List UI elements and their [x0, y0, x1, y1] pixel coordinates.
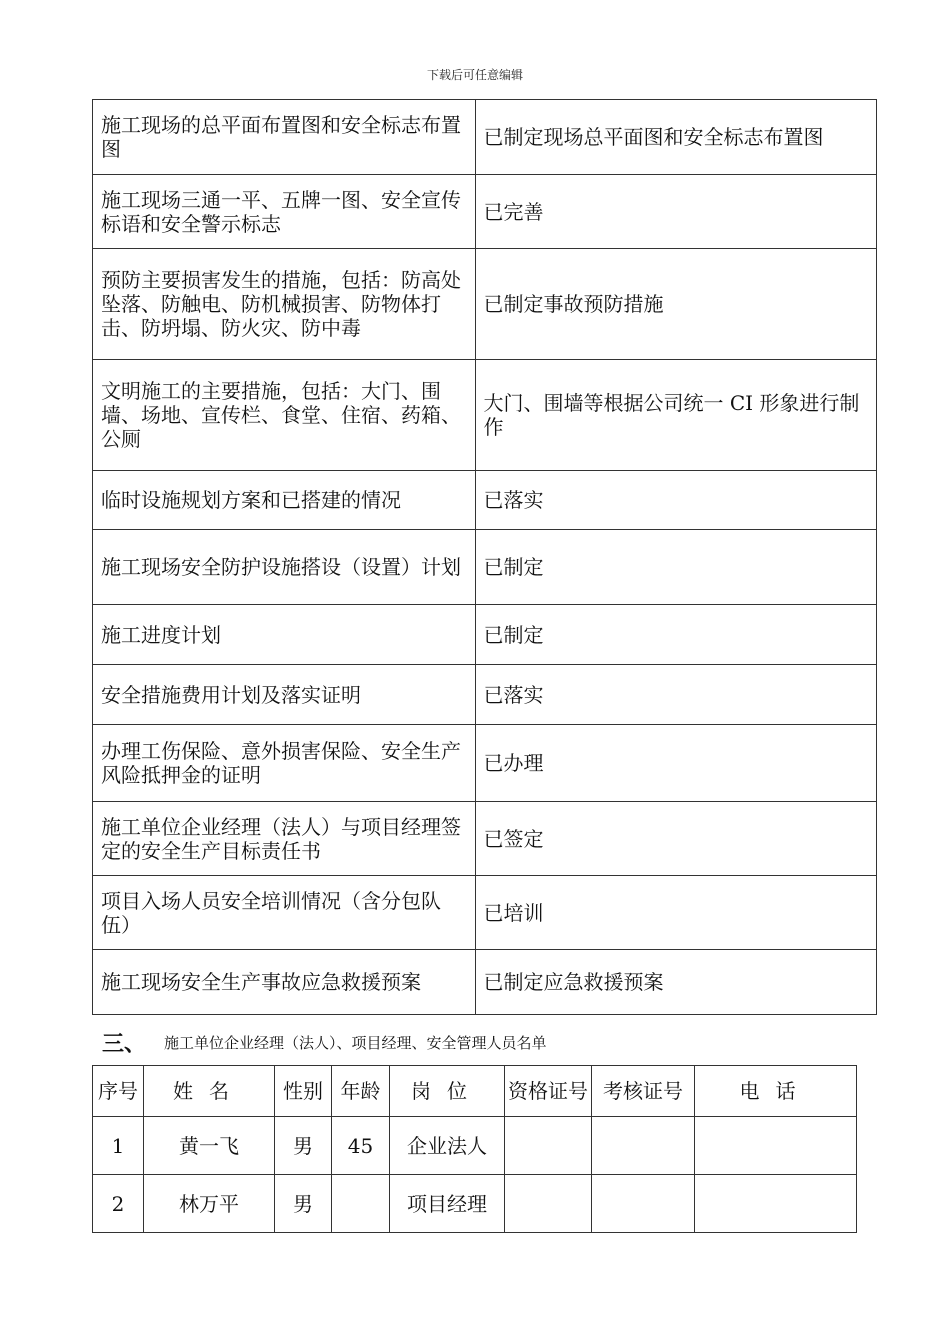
- item-cell: 预防主要损害发生的措施，包括：防高处坠落、防触电、防机械损害、防物体打击、防坍塌、防火灾、防中毒: [93, 249, 476, 360]
- item-cell: 项目入场人员安全培训情况（含分包队伍）: [93, 876, 476, 950]
- age-cell: [332, 1175, 390, 1233]
- header-phone: 电话: [695, 1066, 857, 1117]
- name-cell: 黄一飞: [144, 1117, 275, 1175]
- position-cell: 项目经理: [390, 1175, 505, 1233]
- item-cell: 施工现场安全生产事故应急救援预案: [93, 950, 476, 1015]
- table-row: [93, 175, 877, 249]
- header-name: 姓名: [144, 1066, 275, 1117]
- status-cell: 已培训: [475, 876, 877, 950]
- assessment-cell: [592, 1175, 695, 1233]
- item-cell: 办理工伤保险、意外损害保险、安全生产风险抵押金的证明: [93, 725, 476, 802]
- phone-cell: [695, 1117, 857, 1175]
- seq-cell: 1: [93, 1117, 144, 1175]
- item-cell: 安全措施费用计划及落实证明: [93, 665, 476, 725]
- table-row: [93, 471, 877, 530]
- header-position: 岗位: [390, 1066, 505, 1117]
- status-cell: 已制定: [475, 530, 877, 605]
- table-row: [93, 605, 877, 665]
- table-row: [93, 360, 877, 471]
- name-cell: 林万平: [144, 1175, 275, 1233]
- item-cell: 施工单位企业经理（法人）与项目经理签定的安全生产目标责任书: [93, 802, 476, 876]
- status-cell: 已落实: [475, 471, 877, 530]
- table-row: [93, 1175, 857, 1233]
- status-cell: 已签定: [475, 802, 877, 876]
- section-title: 施工单位企业经理（法人）、项目经理、安全管理人员名单: [164, 1033, 547, 1052]
- header-assessment: 考核证号: [592, 1066, 695, 1117]
- table-row: [93, 950, 877, 1015]
- phone-cell: [695, 1175, 857, 1233]
- table-row: [93, 725, 877, 802]
- section-heading: [102, 1026, 547, 1058]
- item-cell: 临时设施规划方案和已搭建的情况: [93, 471, 476, 530]
- qualification-cell: [505, 1117, 592, 1175]
- header-gender: 性别: [275, 1066, 332, 1117]
- table-header-row: [93, 1066, 857, 1117]
- table-row: [93, 249, 877, 360]
- status-cell: 已制定现场总平面图和安全标志布置图: [475, 100, 877, 175]
- header-qualification: 资格证号: [505, 1066, 592, 1117]
- table-row: [93, 802, 877, 876]
- qualification-cell: [505, 1175, 592, 1233]
- status-cell: 已落实: [475, 665, 877, 725]
- header-seq: 序号: [93, 1066, 144, 1117]
- status-cell: 已制定事故预防措施: [475, 249, 877, 360]
- table-row: [93, 876, 877, 950]
- gender-cell: 男: [275, 1175, 332, 1233]
- position-cell: 企业法人: [390, 1117, 505, 1175]
- item-cell: 施工进度计划: [93, 605, 476, 665]
- page-header-note: 下载后可任意编辑: [426, 68, 523, 82]
- seq-cell: 2: [93, 1175, 144, 1233]
- status-cell: 大门、围墙等根据公司统一 CI 形象进行制作: [475, 360, 877, 471]
- table-row: [93, 530, 877, 605]
- status-cell: 已制定应急救援预案: [475, 950, 877, 1015]
- item-cell: 施工现场三通一平、五牌一图、安全宣传标语和安全警示标志: [93, 175, 476, 249]
- item-cell: 施工现场的总平面布置图和安全标志布置图: [93, 100, 476, 175]
- header-age: 年龄: [332, 1066, 390, 1117]
- staff-table: [92, 1065, 857, 1233]
- item-cell: 文明施工的主要措施，包括：大门、围墙、场地、宣传栏、食堂、住宿、药箱、公厕: [93, 360, 476, 471]
- table-row: [93, 665, 877, 725]
- status-cell: 已办理: [475, 725, 877, 802]
- gender-cell: 男: [275, 1117, 332, 1175]
- status-cell: 已制定: [475, 605, 877, 665]
- safety-items-table: [92, 99, 877, 1015]
- section-number: 三、: [102, 1030, 147, 1057]
- item-cell: 施工现场安全防护设施搭设（设置）计划: [93, 530, 476, 605]
- table-row: [93, 100, 877, 175]
- assessment-cell: [592, 1117, 695, 1175]
- table-row: [93, 1117, 857, 1175]
- status-cell: 已完善: [475, 175, 877, 249]
- age-cell: 45: [332, 1117, 390, 1175]
